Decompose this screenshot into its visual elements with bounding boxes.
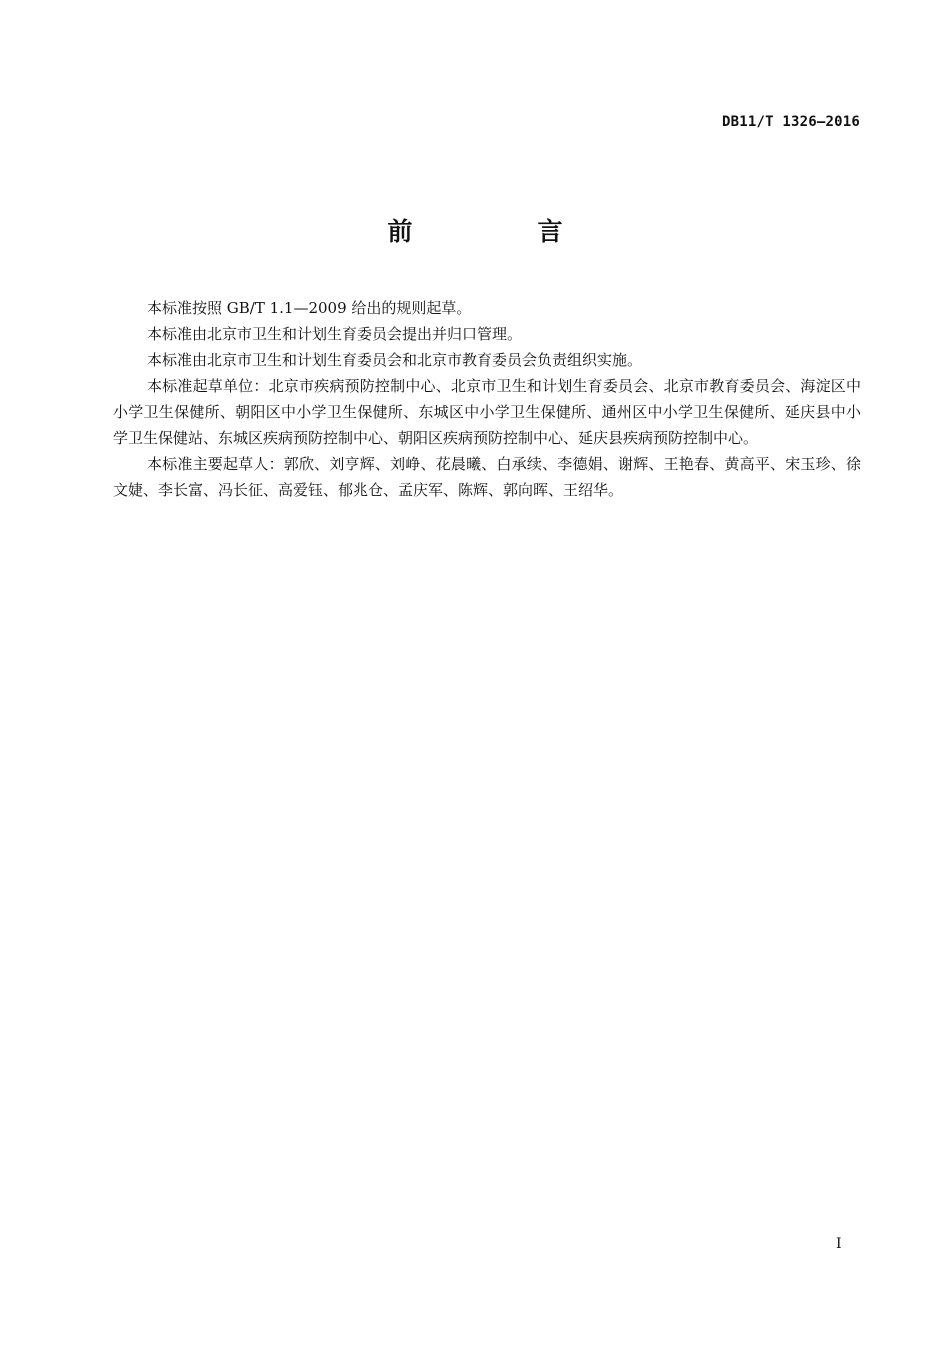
standard-code: DB11/T 1326—2016 bbox=[721, 114, 860, 130]
page-title: 前 言 bbox=[387, 217, 613, 246]
paragraph-drafting-rules: 本标准按照 GB/T 1.1—2009 给出的规则起草。 bbox=[147, 299, 472, 317]
paragraph-drafters: 本标准主要起草人：郭欣、刘亨辉、刘峥、花晨曦、白承续、李德娟、谢辉、王艳春、黄高平、宋玉珍、徐文婕、李长富、冯长征、高爱钰、郁兆仓、孟庆军、陈辉、郭向晖、王绍华。 bbox=[113, 455, 861, 499]
paragraph-proposer: 本标准由北京市卫生和计划生育委员会提出并归口管理。 bbox=[147, 325, 523, 343]
paragraph-drafting-units: 本标准起草单位：北京市疾病预防控制中心、北京市卫生和计划生育委员会、北京市教育委员会、海淀区中小学卫生保健所、朝阳区中小学卫生保健所、东城区中小学卫生保健所、通州区中小学卫生保健所、延庆县中小学卫生保健站、东城区疾病预防控制中心、朝阳区疾病预防控制中心、延庆县疾病预防控制中心。 bbox=[113, 377, 861, 447]
paragraph-implementer: 本标准由北京市卫生和计划生育委员会和北京市教育委员会负责组织实施。 bbox=[147, 351, 643, 369]
page-number: I bbox=[836, 1236, 842, 1252]
foreword-body bbox=[113, 295, 861, 503]
